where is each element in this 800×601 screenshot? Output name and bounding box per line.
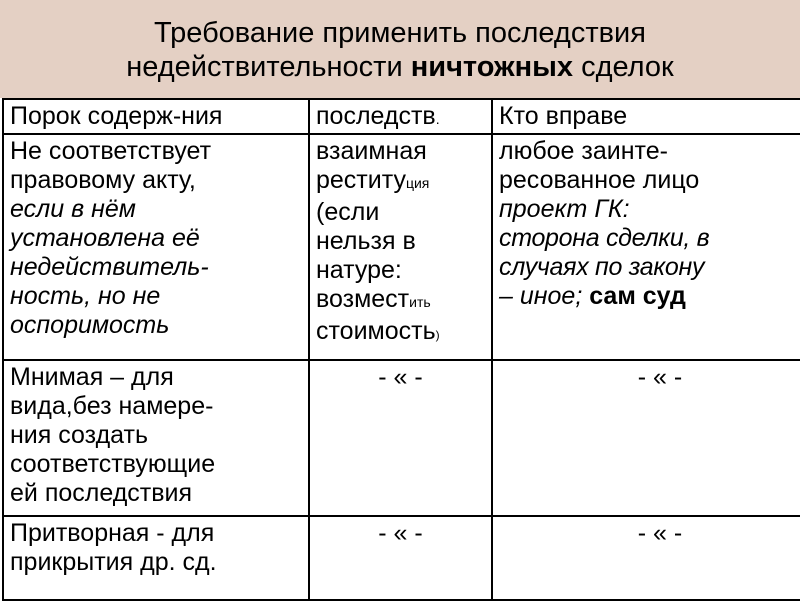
table-header-row xyxy=(3,99,800,134)
cell-defect xyxy=(3,360,309,516)
cell-text: стоимость xyxy=(316,317,436,345)
title-line-1: Требование применить последствия xyxy=(154,17,646,49)
cell-line-italic: ность, но не xyxy=(10,282,161,310)
column-header-consequences xyxy=(309,99,492,134)
cell-who-entitled: - « - xyxy=(492,516,800,600)
cell-line: нельзя в xyxy=(316,227,416,255)
cell-line: Не соответствует xyxy=(10,137,212,165)
cell-line-italic: оспоримость xyxy=(10,311,170,339)
cell-text: реститу xyxy=(316,166,406,194)
title-emphasis: ничтожных xyxy=(410,51,574,83)
cell-line: ресованное лицо xyxy=(499,166,700,194)
cell-line: ния создать xyxy=(10,421,148,449)
cell-who-entitled: - « - xyxy=(492,360,800,516)
cell-line: правовому акту, xyxy=(10,166,196,194)
cell-line-italic: установлена её xyxy=(10,224,200,252)
cell-text-italic: – иное; xyxy=(499,282,583,310)
table-row xyxy=(3,360,800,516)
cell-consequence: - « - xyxy=(309,360,492,516)
cell-line: вида,без намере- xyxy=(10,392,214,420)
cell-line xyxy=(499,282,800,311)
consequences-table xyxy=(2,98,800,601)
cell-line xyxy=(316,166,485,198)
cell-line: Притворная - для xyxy=(10,519,215,547)
cell-line: (если xyxy=(316,198,380,226)
cell-line: Мнимая – для xyxy=(10,363,174,391)
cell-text-small: ) xyxy=(435,328,440,342)
cell-text-small: ция xyxy=(405,175,430,191)
cell-line-italic: сторона сделки, в xyxy=(499,224,710,252)
cell-line: натуре: xyxy=(316,256,402,284)
cell-defect xyxy=(3,134,309,360)
cell-text: возмест xyxy=(316,285,410,313)
header-text: последств xyxy=(316,102,436,130)
cell-consequence xyxy=(309,134,492,360)
cell-who-entitled xyxy=(492,134,800,360)
cell-line: прикрытия др. сд. xyxy=(10,548,217,576)
title-text: сделок xyxy=(573,51,674,83)
title-banner xyxy=(0,0,800,98)
cell-defect xyxy=(3,516,309,600)
cell-line-italic: проект ГК: xyxy=(499,195,630,223)
page-title xyxy=(0,16,800,84)
cell-line xyxy=(316,285,485,317)
cell-text-small: ить xyxy=(409,294,431,310)
cell-text-bold: сам суд xyxy=(589,282,686,310)
cell-line: взаимная xyxy=(316,137,427,165)
title-text: недействительности xyxy=(126,51,411,83)
table-row xyxy=(3,134,800,360)
cell-consequence: - « - xyxy=(309,516,492,600)
cell-line-italic: если в нём xyxy=(10,195,136,223)
column-header-who-entitled: Кто вправе xyxy=(492,99,800,134)
column-header-defect: Порок содерж-ния xyxy=(3,99,309,134)
header-dot: . xyxy=(435,111,440,127)
title-line-2 xyxy=(0,50,800,84)
cell-line: любое заинте- xyxy=(499,137,668,165)
table-row xyxy=(3,516,800,600)
cell-line-italic: недействитель- xyxy=(10,253,209,281)
cell-line: соответствующие xyxy=(10,450,216,478)
cell-line xyxy=(316,317,485,350)
cell-line-italic: случаях по закону xyxy=(499,253,705,281)
cell-line: ей последствия xyxy=(10,479,193,507)
